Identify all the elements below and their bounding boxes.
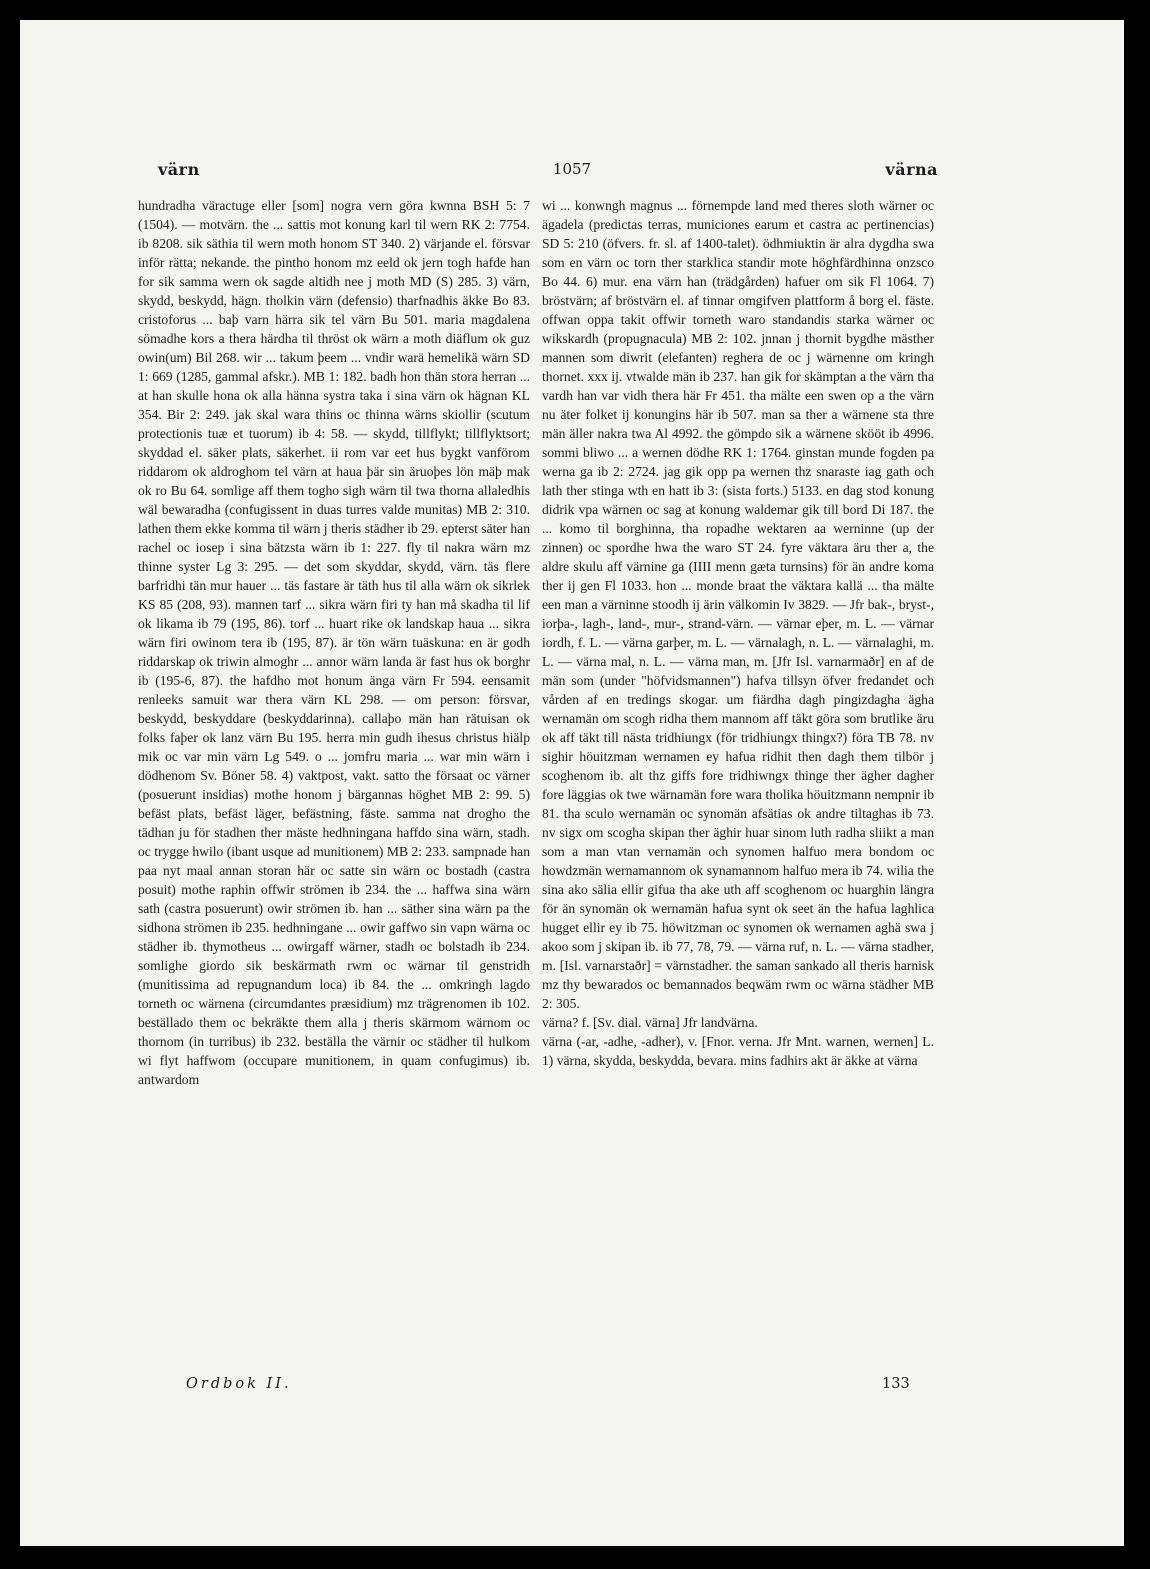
signature-mark: 133 xyxy=(882,1376,910,1392)
entry-varna-noun: värna? f. [Sv. dial. värna] Jfr landvärna. xyxy=(542,1015,758,1030)
right-column xyxy=(542,196,934,1070)
page-header xyxy=(20,160,1124,190)
page-footer xyxy=(20,1376,1124,1400)
header-right-headword: värna xyxy=(885,160,938,179)
book-title: Ordbok II. xyxy=(186,1376,292,1392)
header-left-headword: värn xyxy=(158,160,200,179)
left-column xyxy=(138,196,530,1089)
dictionary-page xyxy=(20,20,1124,1546)
left-column-text: hundradha väractuge eller [som] nogra vern göra kwnna BSH 5: 7 (1504). — motvärn. the ... sattis mot konung karl til wern RK 2: 7754. ib 8208. sik säthia til wern moth honom ST 340. 2) värjande el. försvar inför rätta; nekande. the pintho honom mz eeld ok jern togh hafde han for sik samma wern ok sagde altidh nee j moth MD (S) 285. 3) värn, skydd, beskydd, hägn. tholkin värn (defensio) tharfnadhis äkke Bo 83. cristoforus ... baþ varn härra sik tel värn Bu 501. maria magdalena sömadhe kors a thera härdha til thröst ok wärn a moth diäflum ok guz owin(um) Bil 268. wir ... takum þeem ... vndir warä hemelikä wärn SD 1: 669 (1285, gammal afskr.). MB 1: 182. badh hon thän stora herran ... at han skulle hona ok alla hänna systra taka i sina värn ok hägnan KL 354. Bir 2: 249. jak skal wara thins oc thinna wärns skiollir (scutum protectionis tuæ et tuorum) ib 4: 58. — skydd, tillflykt; tillflyktsort; skyddad el. säker plats, säkerhet. ii rom var eet hus bygkt vanförom riddarom ok aldroghom tel värn at haua þär sin äruoþes lön mäþ mak ok ro Bu 64. somlige aff them togho sigh wärn til twa thorna allaledhis wäl bewaradha (confugissent in duas turres valde munitas) MB 2: 310. lathen them ekke komma til wärn j theris städher ib 29. epterst säter han rachel oc iosep i sina bätzsta wärn ib 1: 227. fly til nakra wärn mz thinne syster Lg 3: 295. — det som skyddar, skydd, värn. täs flere barfridhi tän mur hauer ... täs fastare är täth hus til alla wärn ok sikrlek KS 85 (208, 93). mannen tarf ... sikra wärn firi ty han må skadha til lif ok likama ib 79 (195, 86). torf ... huart rike ok landskap haua ... sikra wärn firi owinom tera ib (195, 87). är tön wärn tuäskuna: en är godh riddarskap ok triwin almoghr ... annor wärn landa är fast hus ok borghr ib (195-6, 87). the hafdho mot honum änga värn Fr 594. eensamit renleeks samuit war thera värn KL 298. — om person: försvar, beskydd, beskyddare (beskyddarinna). callaþo män han rätuisan ok folks faþer ok lanz värn Bu 195. herra min gudh ihesus christus hiälp mik oc var min värn Lg 549. o ... jomfru maria ... war min wärn i dödhenom Sv. Böner 58. 4) vaktpost, vakt. satto the försaat oc värner (posuerunt insidias) mothe honom j bärgannas höghet MB 2: 99. 5) befäst plats, befäst läger, befästning, fäste. samma nat drogho the tädhan ju för stadhen ther mäste hedhningana haffdo sina wärn, stadh. oc trygge hwilo (ibant usque ad munitionem) MB 2: 233. sampnade han paa nyt maal annan storan här oc satte sin wärn oc bostadh (castra posuit) mothe raphin offwir strömen ib 234. the ... haffwa sina wärn sath (castra posuerunt) owir strömen ib. han ... säther sina wärn pa the sidhona strömen ib 235. hedhningane ... owir gaffwo sin vapn wärna oc städher ib. thymotheus ... owirgaff wärner, stadh oc bolstadh ib 234. somlighe giordo sik beskärmath rwm oc wärnar til genstridh (munitissima ad repugnandum loca) ib 84. the ... omkringh lagdo torneth oc wärnena (circumdantes præsidium) mz trägrenomen ib 102. beställado them oc bekräkte them alla j theris skärmom wärnom oc thornom (in turribus) ib 232. beställa the värnir oc städher til hulkom wi flyt haffwom (occupare munitionem, in quam confugimus) ib. antwardom xyxy=(138,198,530,1087)
page-number: 1057 xyxy=(552,160,592,178)
entry-varna-verb: värna (-ar, -adhe, -adher), v. [Fnor. verna. Jfr Mnt. warnen, wernen] L. 1) värna, skydda, beskydda, bevara. mins fadhirs akt är äkke at värna xyxy=(542,1034,934,1068)
right-column-text: wi ... konwngh magnus ... förnempde land med theres sloth wärner oc ägadela (predictas terras, municiones earum et castra ac pertinencias) SD 5: 210 (öfvers. fr. sl. af 1400-talet). ödhmiuktin är alra dygdha swa som en värn oc torn ther starklica standir mote höghfärdhinna onzsco Bo 44. 6) mur. ena värn han (trädgården) hafuer om sik Fl 1064. 7) bröstvärn; af bröstvärn el. af tinnar omgifven plattform å borg el. fäste. offwan oppa takit offwir torneth waro standandis starka wärner oc wikskardh (propugnacula) MB 2: 102. jnnan j thornit bygdhe mästher mannen som diwrit (elefanten) reghera de oc j wärnenne om kringh thornet. xxx ij. vtwalde män ib 237. han gik for skämptan a the värn tha vardh han var vidh thera här Fr 451. tha mälte een swen op a the värn nu äter folket ij konungins här ib 507. man sa ther a wärnene sta thre män äller nakra twa Al 4992. the gömpdo sik a wärnene skööt ib 4996. sommi bliwo ... a wernen dödhe RK 1: 1764. ginstan munde fogden pa werna ga ib 2: 2724. jag gik opp pa wernen thz snaraste iag gath och lath ther stinga wth en hatt ib 3: (sista forts.) 5133. en dag stod konung didrik vpa wärnen oc sag at konung waldemar gik till bord Di 187. the ... komo til borghinna, tha ropadhe wektaren aa werninne (up der zinnen) oc spordhe hwa the waro ST 24. fyre väktara äru ther a, the aldre skulu aff värnine ga (IIII menn gæta turnsins) för än andre koma ther ij gen Fl 1033. hon ... monde braat the väktara kallä ... tha mälte een man a värninne stoodh ij ärin välkomin Iv 3829. — Jfr bak-, bryst-, iorþa-, lagh-, land-, mur-, strand-värn. — värnar eþer, m. L. — värnar iordh, f. L. — värna garþer, m. L. — värnalagh, n. L. — värnalaghi, m. L. — värna mal, n. L. — värna man, m. [Jfr Isl. varnarmaðr] en af de män som (under "höfvidsmannen") hafva tillsyn öfver fredandet och vården af en tredings skogar. um fiärdha dagh pingizdagha ägha wernamän om scogh ridha them mannom aff täkt göra som brutlike äru ok aff täkt till nästa tridhiungx (för tridhiungx thingx?) föra TB 78. nv sighir höuitzman wernamen ey hafua ridhit then dagh them tilbör j scoghenom ib. alt thz giffs fore tridhiwngx thinge ther ägher dagher fore läggias ok twe wärnamän fore wara tholika höuitzmann nempnir ib 81. tha sculo wernamän oc synomän afsätias ok andre tiltaghas ib 73. nv sigx om scogha skipan ther äghir huar sinom luth radha sliikt a man som a man vtan vernamän och synomen halfuo mera bondom oc howdzmän wernamannom ok synamannom halfuo mera ib 74. wilia the sina ako sälia ellir gifua tha ake uth aff scoghenom oc huarghin längra för än synomän ok wernamän hafua synt ok seet än the hafua laghlica hugget ellir ey ib 75. höwitzman oc synomen ok wernamen aghä swa j akoo som j skipan ib. ib 77, 78, 79. — värna ruf, n. L. — värna stadher, m. [Isl. varnarstaðr] = värnstadher. the saman sankado all theris harnisk mz thy bewarados oc bemannados beqwäm rwm oc wärna städher MB 2: 305. xyxy=(542,198,934,1011)
